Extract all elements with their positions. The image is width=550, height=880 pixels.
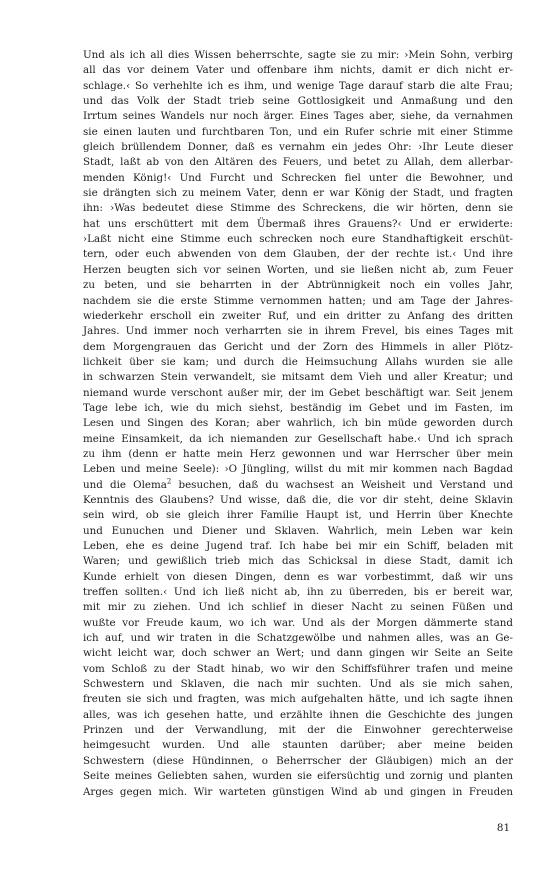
text-line: und Eunuchen und Diener und Sklaven. Wahrlich, mein Leben war kein: [83, 524, 513, 537]
text-line: Kenntnis des Glaubens? Und wisse, daß die, die vor dir steht, deine Sklavin: [83, 493, 513, 506]
text-line: ich auf, und wir traten in die Schatzgewölbe und nahmen alles, was an Ge-: [83, 632, 513, 645]
text-line: schlage.‹ So verhehlte ich es ihm, und wenige Tage darauf starb die alte Frau;: [83, 79, 513, 92]
text-line: Kunde erhielt von diesen Dingen, denn es war vorbestimmt, daß wir uns: [83, 570, 513, 583]
text-line: nachdem sie die erste Stimme vernommen hatten; und am Tage der Jahres-: [83, 294, 513, 307]
text-line: sie einen lauten und furchtbaren Ton, und ein Rufer schrie mit einer Stimme: [83, 125, 513, 138]
text-line: niemand wurde verschont außer mir, der im Gebet beschäftigt war. Seit jenem: [83, 386, 513, 399]
text-line: lichkeit über sie kam; und durch die Heimsuchung Allahs wurden sie alle: [83, 355, 513, 368]
text-line: meine Einsamkeit, da ich niemanden zur Gesellschaft habe.‹ Und ich sprach: [83, 432, 513, 445]
body-text: [83, 48, 513, 800]
text-line: in schwarzen Stein verwandelt, sie mitsamt dem Vieh und aller Kreatur; und: [83, 371, 513, 384]
page-number: 81: [496, 822, 510, 834]
text-line: [83, 478, 513, 493]
text-line: Leben, ehe es deine Jugend traf. Ich habe bei mir ein Schiff, beladen mit: [83, 540, 513, 552]
text-line: alles, was ich gesehen hatte, und erzählte ihnen die Geschichte des jungen: [83, 708, 513, 721]
text-line: heimgesucht wurden. Und alle staunten darüber; aber meine beiden: [83, 739, 513, 752]
text-line: Waren; und gewißlich trieb mich das Schicksal in diese Stadt, damit ich: [83, 555, 513, 568]
text-line: Schwestern und Sklaven, die nach mir suchten. Und als sie mich sahen,: [83, 678, 513, 691]
text-line: treffen sollten.‹ Und ich ließ nicht ab, ihn zu überreden, bis er bereit war,: [83, 586, 513, 599]
text-line: ›Laßt nicht eine Stimme euch schrecken noch eure Standhaftigkeit erschüt-: [83, 233, 513, 246]
text-line: mit mir zu ziehen. Und ich schlief in dieser Nacht zu seinen Füßen und: [83, 601, 513, 614]
text-line: Stadt, laßt ab von den Altären des Feuers, und betet zu Allah, dem allerbar-: [83, 156, 513, 169]
text-line: Prinzen und der Verwandlung, mit der die Einwohner gerechterweise: [83, 724, 513, 737]
text-fragment: und die Olema: [83, 478, 167, 491]
text-line: vom Schloß zu der Stadt hinab, wo wir den Schiffsführer trafen und meine: [83, 662, 513, 675]
text-line: Tage lebe ich, wie du mich siehst, beständig im Gebet und im Fasten, im: [83, 401, 513, 414]
text-line: hat uns erschüttert mit dem Übermaß ihres Grauens?‹ Und er erwiderte:: [83, 217, 513, 230]
text-line: zu beten, und sie beharrten in der Abtrünnigkeit noch ein volles Jahr,: [83, 279, 513, 292]
text-line: sie drängten sich zu meinem Vater, denn er war König der Stadt, und fragten: [83, 187, 513, 200]
text-line: gleich brüllendem Donner, daß es vernahm ein jedes Ohr: ›Ihr Leute dieser: [83, 141, 513, 154]
text-line: wicht leicht war, doch schwer an Wert; und dann gingen wir Seite an Seite: [83, 647, 513, 660]
text-line: Leben und meine Seele): ›O Jüngling, willst du mit mir kommen nach Bagdad: [83, 463, 513, 476]
text-line: tern, oder euch abwenden von dem Glauben, der der rechte ist.‹ Und ihre: [83, 248, 513, 261]
text-line: Arges gegen mich. Wir warteten günstigen Wind ab und gingen in Freuden: [83, 785, 513, 798]
text-line: und das Volk der Stadt trieb seine Gottlosigkeit und Anmaßung und den: [83, 95, 513, 108]
text-line: wiederkehr erscholl ein zweiter Ruf, und ein dritter zu Anfang des dritten: [83, 309, 513, 322]
footnote-marker: 2: [166, 477, 172, 486]
text-fragment: besuchen, daß du wachsest an Weisheit und Verstand und: [171, 478, 513, 491]
text-line: menden König!‹ Und Furcht und Schrecken fiel unter die Bewohner, und: [83, 171, 513, 184]
text-line: Schwestern (diese Hündinnen, o Beherrscher der Gläubigen) mich an der: [83, 754, 513, 767]
text-line: Und als ich all dies Wissen beherrschte, sagte sie zu mir: ›Mein Sohn, verbirg: [83, 49, 513, 61]
text-line: dem Morgengrauen das Gericht und der Zorn des Himmels in aller Plötz-: [83, 340, 513, 353]
text-line: freuten sie sich und fragten, was mich aufgehalten hätte, und ich sagte ihnen: [83, 693, 513, 706]
text-line: zu ihm (denn er hatte mein Herz gewonnen und war Herrscher über mein: [83, 447, 513, 460]
text-line: sein wird, ob sie gleich ihrer Familie Haupt ist, und Herrin über Knechte: [83, 509, 513, 522]
text-line: Lesen und Singen des Koran; aber wahrlich, ich bin müde geworden durch: [83, 417, 513, 430]
text-line: ihn: ›Was bedeutet diese Stimme des Schreckens, die wir hörten, denn sie: [83, 202, 513, 215]
text-line: all das vor deinem Vater und offenbare ihm nichts, damit er dich nicht er-: [83, 64, 513, 77]
text-line: Seite meines Geliebten sahen, wurden sie eifersüchtig und zornig und planten: [83, 770, 513, 783]
text-line: Herzen beugten sich vor seinen Worten, und sie ließen nicht ab, zum Feuer: [83, 263, 513, 276]
text-line: Irrtum seines Wandels nur noch ärger. Eines Tages aber, siehe, da vernahmen: [83, 110, 513, 123]
text-line: Jahres. Und immer noch verharrten sie in ihrem Frevel, bis eines Tages mit: [83, 325, 513, 338]
text-line: wußte vor Freude kaum, wo ich war. Und als der Morgen dämmerte stand: [83, 616, 513, 629]
